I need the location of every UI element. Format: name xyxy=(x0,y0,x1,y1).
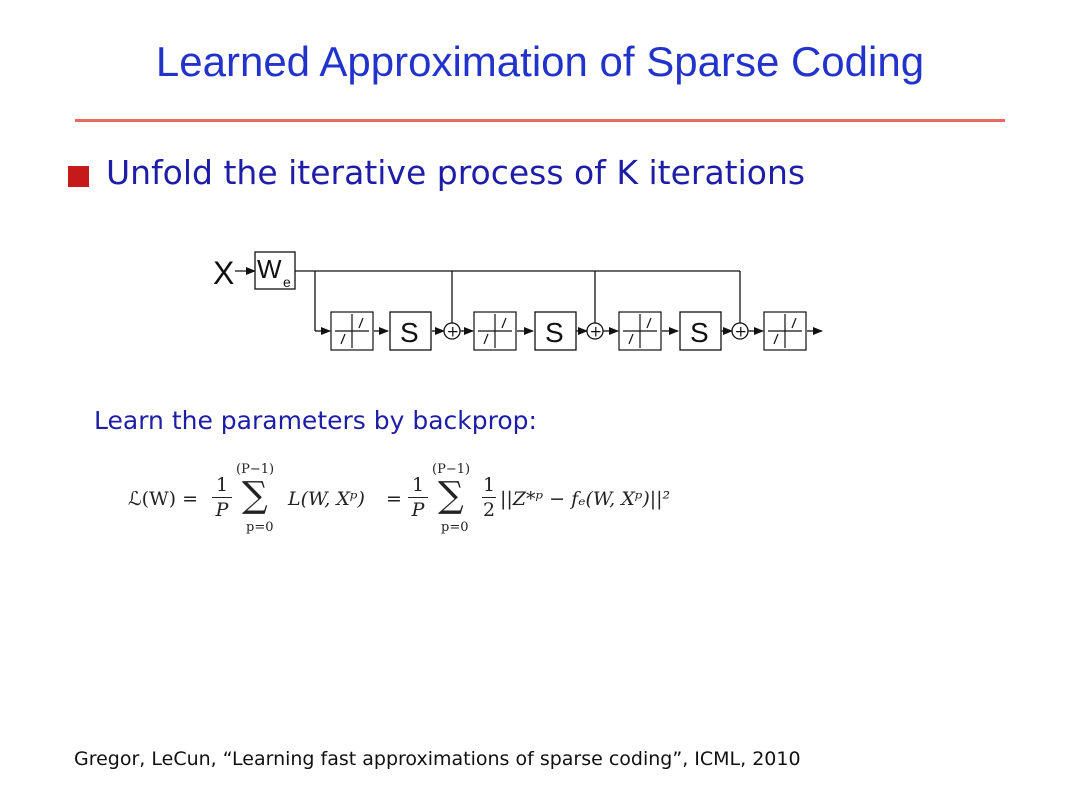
formula-term-2: ||Z*ᵖ − fₑ(W, Xᵖ)||² xyxy=(500,488,671,510)
formula-term-1: L(W, Xᵖ) xyxy=(288,488,365,510)
shrink-box-3 xyxy=(619,312,661,350)
citation: Gregor, LeCun, “Learning fast approximations of sparse coding”, ICML, 2010 xyxy=(74,748,801,770)
plus-icon: + xyxy=(589,322,603,341)
sum-upper-limit: (P−1) xyxy=(236,462,275,477)
formula-lhs: ℒ(W) = xyxy=(128,488,198,510)
shrink-box-4 xyxy=(764,312,806,350)
fraction-denominator: 2 xyxy=(482,499,496,521)
fraction-1-over-p-2 xyxy=(408,474,428,521)
fraction-1-over-p xyxy=(212,474,232,521)
s-label: S xyxy=(545,317,564,348)
encoder-box xyxy=(255,252,295,290)
fraction-numerator: 1 xyxy=(482,474,496,496)
fraction-denominator: P xyxy=(411,499,425,521)
lista-diagram xyxy=(205,238,835,358)
sum-node-2 xyxy=(587,323,603,341)
shrink-box-1 xyxy=(331,312,373,350)
encoder-label: W xyxy=(257,254,282,284)
s-label: S xyxy=(690,317,709,348)
bullet-text: Unfold the iterative process of K iterations xyxy=(106,153,806,192)
title-divider xyxy=(75,119,1005,122)
fraction-numerator: 1 xyxy=(215,474,229,496)
sigma-symbol-2: ∑ xyxy=(438,475,464,516)
sigma-symbol: ∑ xyxy=(242,475,268,516)
sum-lower-limit-2: p=0 xyxy=(441,520,469,535)
encoder-subscript: e xyxy=(283,274,291,290)
s-label: S xyxy=(400,317,419,348)
s-box-2 xyxy=(535,312,576,350)
input-x-label: X xyxy=(213,255,235,291)
formula-equals: = xyxy=(386,488,402,510)
fraction-denominator: P xyxy=(215,499,229,521)
s-box-3 xyxy=(680,312,721,350)
slide-title: Learned Approximation of Sparse Coding xyxy=(155,38,925,85)
sum-lower-limit: p=0 xyxy=(246,520,274,535)
fraction-one-half xyxy=(482,474,496,521)
sum-upper-limit-2: (P−1) xyxy=(432,462,471,477)
subheading-text: Learn the parameters by backprop: xyxy=(94,406,537,435)
plus-icon: + xyxy=(734,322,748,341)
plus-icon: + xyxy=(446,322,460,341)
s-box-1 xyxy=(390,312,431,350)
sum-node-1 xyxy=(444,323,460,341)
loss-formula xyxy=(128,460,748,540)
shrink-box-2 xyxy=(474,312,516,350)
bullet-square-icon xyxy=(68,166,89,187)
sum-node-3 xyxy=(732,323,748,341)
fraction-numerator: 1 xyxy=(411,474,425,496)
